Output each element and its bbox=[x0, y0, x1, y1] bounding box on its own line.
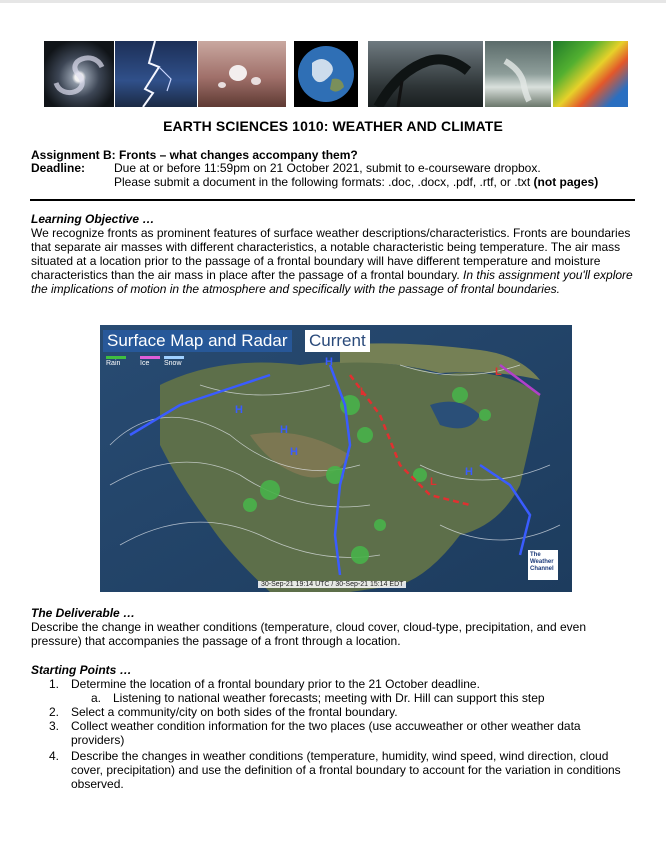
legend-rain-swatch bbox=[106, 356, 126, 359]
formats-text: Please submit a document in the following formats: .doc, .docx, .pdf, .rtf, or .txt bbox=[114, 175, 534, 189]
hail-photo bbox=[198, 41, 286, 107]
list-item-text: Collect weather condition information for the two places (use accuweather or other weather data providers) bbox=[71, 719, 581, 747]
deliverable-heading: The Deliverable … bbox=[31, 606, 136, 620]
svg-text:H: H bbox=[235, 404, 243, 416]
storm-palms-photo bbox=[368, 41, 483, 107]
learning-objective-italic: In this assignment you'll explore the implications of motion in the atmosphere and specifically with the passage of frontal boundaries. bbox=[31, 268, 633, 296]
legend-snow: Snow bbox=[164, 360, 182, 367]
list-item-text: Describe the changes in weather conditions (temperature, humidity, wind speed, wind direction, cloud cover, precipitation) and use the definition of a frontal boundary to account for the variation in conditions observed. bbox=[71, 749, 621, 791]
list-item-text: Determine the location of a frontal boundary prior to the 21 October deadline. bbox=[71, 677, 480, 691]
surface-map-radar-image bbox=[100, 325, 572, 592]
list-item-text: Select a community/city on both sides of the frontal boundary. bbox=[71, 705, 398, 719]
legend-ice-swatch bbox=[140, 356, 160, 359]
learning-objective-heading: Learning Objective … bbox=[31, 212, 155, 226]
list-subitem-letter: a. bbox=[91, 691, 102, 705]
deadline-text: Due at or before 11:59pm on 21 October 2021, submit to e-courseware dropbox. bbox=[114, 161, 541, 175]
tornado-photo bbox=[485, 41, 551, 107]
list-item-number: 3. bbox=[49, 719, 60, 733]
svg-text:H: H bbox=[280, 424, 288, 436]
radar-photo bbox=[553, 41, 628, 107]
header-photo-banner bbox=[0, 41, 666, 107]
deliverable-body: Describe the change in weather conditions (temperature, cloud cover, cloud-type, precipitation, and even pressure) that accompanies the passage of a front through a location. bbox=[31, 620, 586, 648]
submission-formats bbox=[114, 175, 598, 189]
svg-text:H: H bbox=[465, 466, 473, 478]
document-title: EARTH SCIENCES 1010: WEATHER AND CLIMATE bbox=[163, 118, 503, 134]
list-item-number: 2. bbox=[49, 705, 60, 719]
svg-text:L: L bbox=[360, 386, 367, 398]
page-top-border bbox=[0, 0, 666, 3]
legend-rain: Rain bbox=[106, 360, 121, 367]
deadline-label: Deadline: bbox=[31, 161, 86, 175]
assignment-heading: Assignment B: Fronts – what changes accompany them? bbox=[31, 148, 358, 162]
learning-objective-text: We recognize fronts as prominent features of surface weather descriptions/characteristics. Fronts are boundaries that separate air masses with different characteristics, a notable characteristic being temperature. The air mass situated at a location prior to the passage of a frontal boundary will have different temperature and moisture characteristics than the air mass in place after the passage of a frontal boundary. bbox=[31, 226, 631, 282]
hurricane-photo bbox=[44, 41, 114, 107]
formats-exclusion: (not pages) bbox=[533, 175, 599, 189]
map-title: Surface Map and Radar bbox=[103, 330, 292, 352]
lightning-photo bbox=[115, 41, 197, 107]
section-divider bbox=[30, 199, 635, 201]
starting-points-heading: Starting Points … bbox=[31, 663, 132, 677]
list-subitem-text: Listening to national weather forecasts; meeting with Dr. Hill can support this step bbox=[113, 691, 545, 705]
weather-channel-logo: The Weather Channel bbox=[528, 550, 558, 580]
map-timestamp: 30-Sep-21 19:14 UTC / 30-Sep-21 15:14 EDT bbox=[258, 581, 406, 588]
svg-text:H: H bbox=[325, 356, 333, 368]
svg-text:H: H bbox=[290, 446, 298, 458]
map-current-badge: Current bbox=[305, 330, 370, 352]
svg-text:L: L bbox=[430, 476, 437, 488]
learning-objective-body bbox=[31, 226, 637, 296]
legend-ice: Ice bbox=[140, 360, 150, 367]
svg-text:L: L bbox=[495, 366, 502, 378]
earth-photo bbox=[294, 41, 358, 107]
list-item-number: 1. bbox=[49, 677, 60, 691]
list-item-number: 4. bbox=[49, 749, 60, 763]
legend-snow-swatch bbox=[164, 356, 184, 359]
